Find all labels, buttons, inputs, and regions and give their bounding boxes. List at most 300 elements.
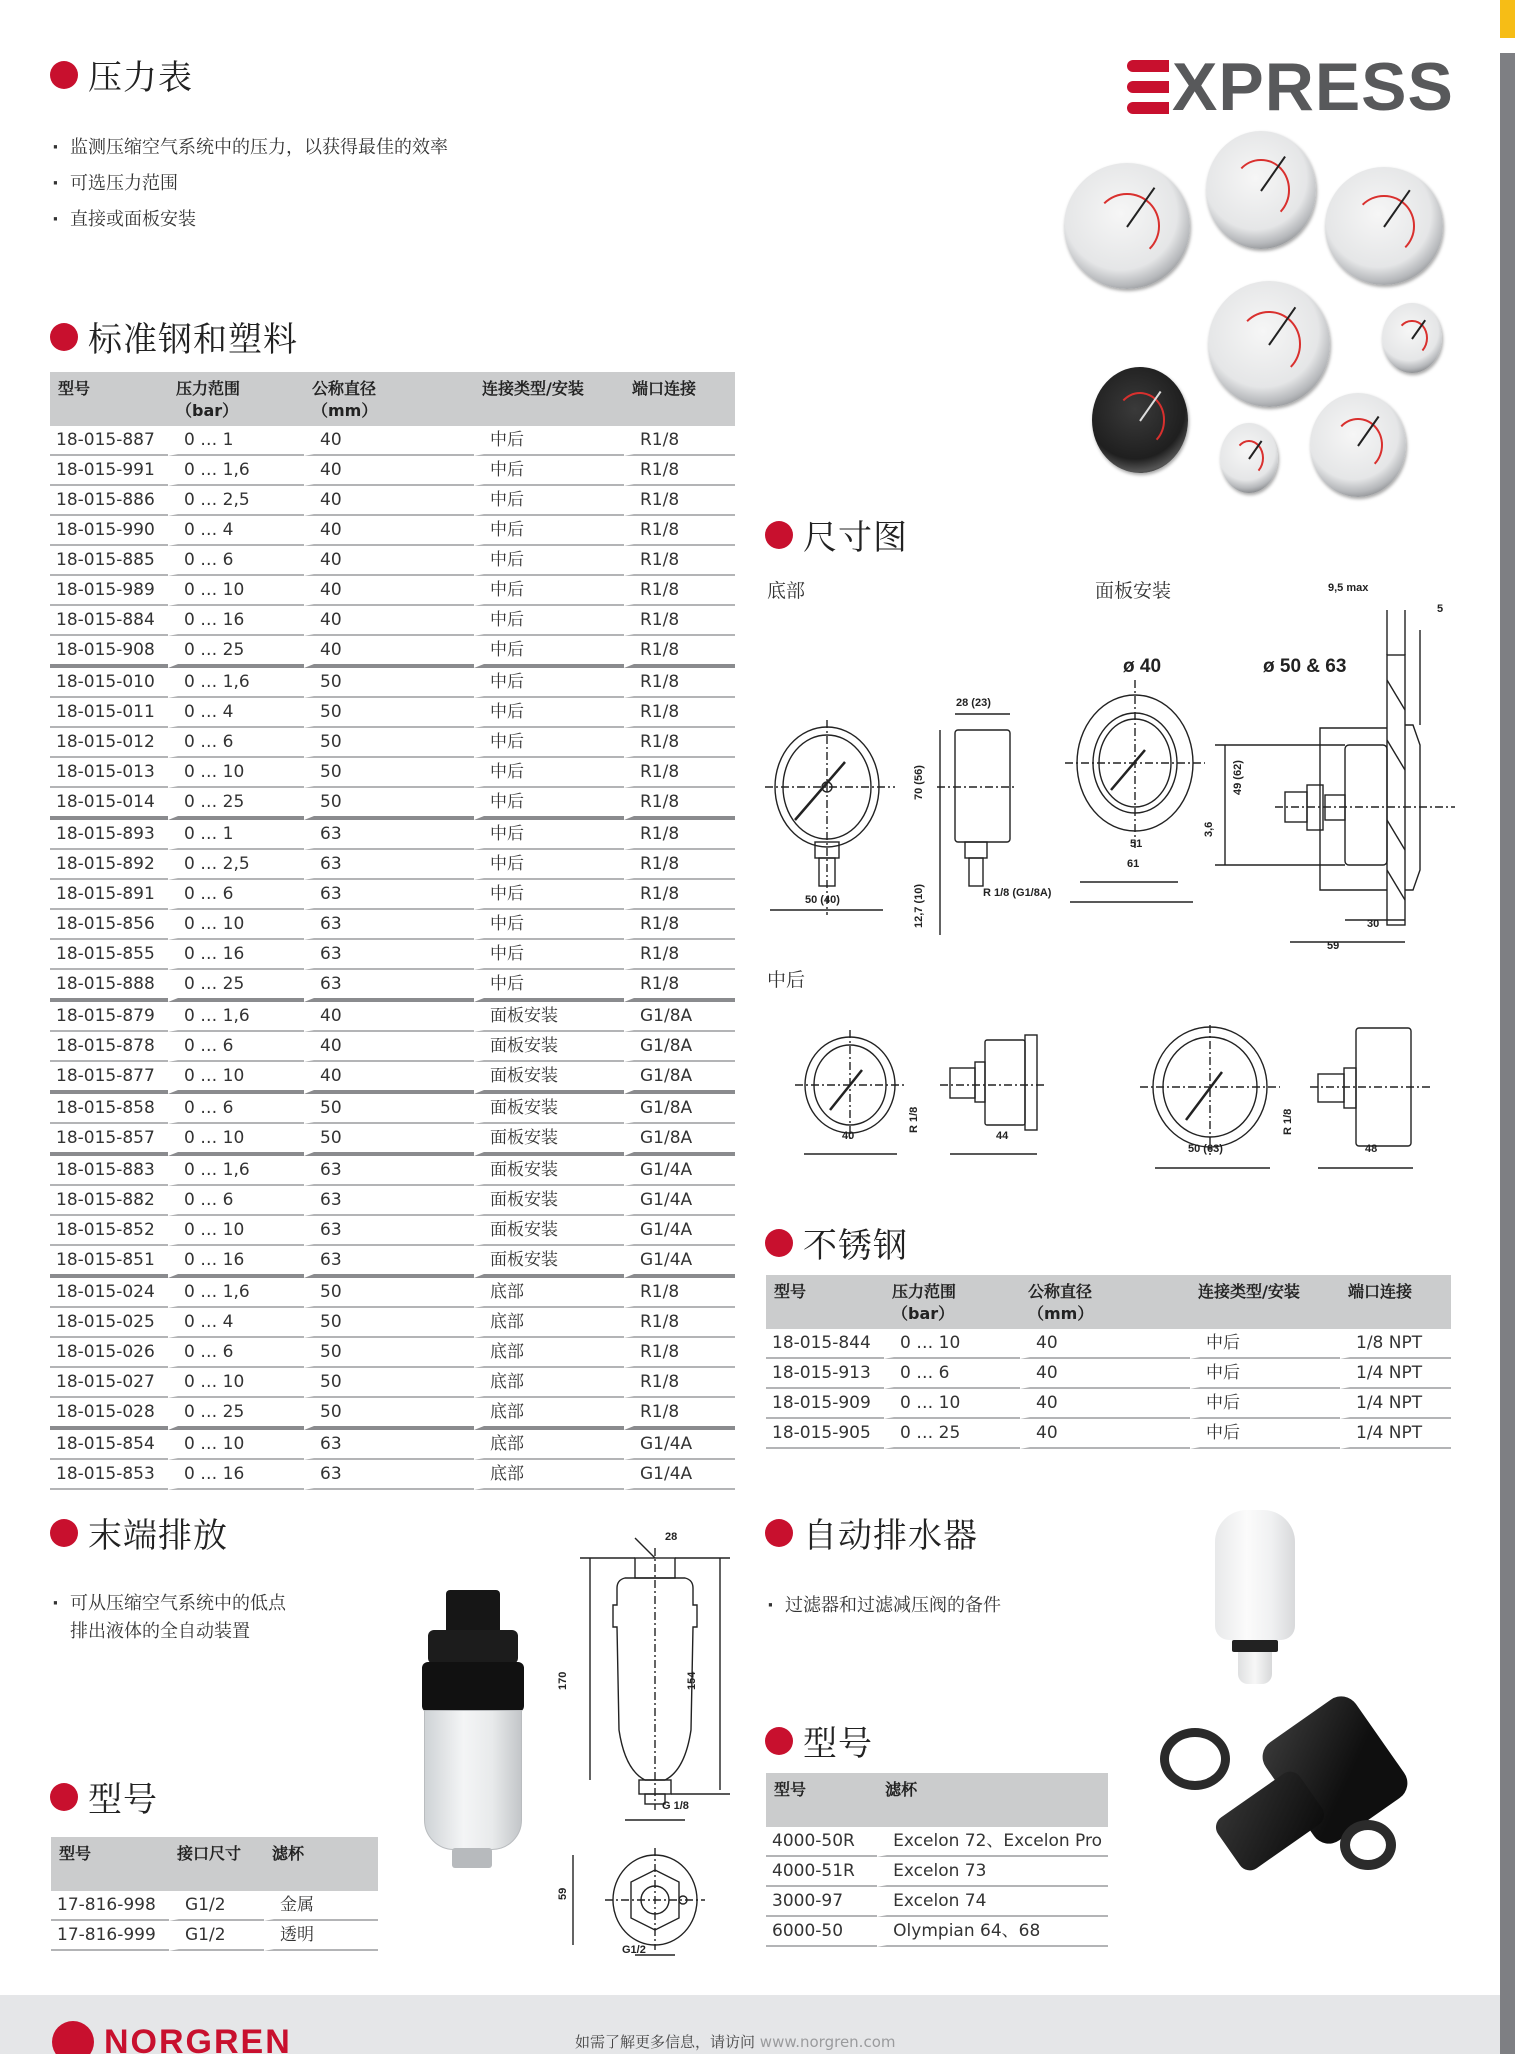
table-cell: 0 … 1,6 bbox=[168, 668, 304, 698]
bullet-dot-icon bbox=[50, 61, 78, 89]
label-bottom-mount: 底部 bbox=[767, 580, 806, 602]
gauge-image bbox=[1220, 423, 1278, 493]
table-cell: 50 bbox=[304, 698, 474, 728]
table-cell: 63 bbox=[304, 1246, 474, 1278]
table-cell: 1/4 NPT bbox=[1340, 1359, 1451, 1389]
table-cell: 中后 bbox=[1190, 1419, 1340, 1449]
table-cell: 中后 bbox=[474, 820, 624, 850]
dim-rear-d48: 48 bbox=[1365, 1143, 1378, 1155]
table-cell: 18-015-913 bbox=[766, 1359, 884, 1389]
dim-panel-fiftynine: 59 bbox=[1327, 940, 1340, 952]
header-diameter: 公称直径 （mm） bbox=[304, 372, 474, 426]
table-cell: 中后 bbox=[474, 728, 624, 758]
dim-bottom-thread: R 1/8 (G1/8A) bbox=[983, 887, 1052, 899]
gauge-image bbox=[1310, 393, 1406, 497]
header-model: 型号 bbox=[50, 372, 168, 426]
table-cell: 中后 bbox=[474, 456, 624, 486]
table-cell: 底部 bbox=[474, 1430, 624, 1460]
table-cell: R1/8 bbox=[624, 546, 735, 576]
table-row bbox=[50, 426, 735, 456]
table-cell: R1/8 bbox=[624, 850, 735, 880]
table-cell: 0 … 1,6 bbox=[168, 1278, 304, 1308]
table-cell: 0 … 6 bbox=[168, 1338, 304, 1368]
table-cell: 50 bbox=[304, 788, 474, 820]
table-cell: 18-015-025 bbox=[50, 1308, 168, 1338]
table-cell: 0 … 6 bbox=[884, 1359, 1020, 1389]
bullet-dot-icon bbox=[50, 1783, 78, 1811]
table-row bbox=[766, 1827, 1108, 1857]
table-cell: 63 bbox=[304, 1216, 474, 1246]
header-model: 型号 bbox=[766, 1275, 884, 1329]
table-cell: 底部 bbox=[474, 1460, 624, 1490]
table-row bbox=[766, 1359, 1451, 1389]
table-cell: 40 bbox=[1020, 1359, 1190, 1389]
feature-item: · 可选压力范围 bbox=[50, 166, 448, 202]
dim-59: 59 bbox=[557, 1887, 569, 1900]
end-drain-drawing bbox=[555, 1530, 755, 1960]
table-cell: 0 … 10 bbox=[168, 1124, 304, 1156]
table-cell: 50 bbox=[304, 1094, 474, 1124]
header-bowl: 滤杯 bbox=[264, 1837, 378, 1891]
table-cell: 0 … 10 bbox=[168, 1062, 304, 1094]
table-cell: R1/8 bbox=[624, 910, 735, 940]
table-cell: 63 bbox=[304, 1430, 474, 1460]
table-cell: R1/8 bbox=[624, 698, 735, 728]
table-cell: R1/8 bbox=[624, 1398, 735, 1430]
table-cell: 0 … 2,5 bbox=[168, 850, 304, 880]
table-cell: G1/2 bbox=[169, 1921, 264, 1951]
table-cell: 18-015-014 bbox=[50, 788, 168, 820]
table-cell: 0 … 25 bbox=[884, 1419, 1020, 1449]
table-cell: 面板安装 bbox=[474, 1032, 624, 1062]
table-cell: 50 bbox=[304, 1338, 474, 1368]
table-cell: R1/8 bbox=[624, 1368, 735, 1398]
table-row bbox=[766, 1389, 1451, 1419]
dim-rear-w50: 50 (63) bbox=[1188, 1143, 1223, 1155]
table-cell: 中后 bbox=[474, 516, 624, 546]
table-cell: 18-015-905 bbox=[766, 1419, 884, 1449]
table-row bbox=[50, 456, 735, 486]
table-cell: 18-015-879 bbox=[50, 1002, 168, 1032]
table-cell: 18-015-893 bbox=[50, 820, 168, 850]
table-cell: 18-015-884 bbox=[50, 606, 168, 636]
table-cell: R1/8 bbox=[624, 970, 735, 1002]
table-row bbox=[50, 636, 735, 668]
table-cell: 底部 bbox=[474, 1368, 624, 1398]
table-cell: 4000-51R bbox=[766, 1857, 877, 1887]
bottom-mount-drawing bbox=[765, 700, 1055, 960]
gauge-image bbox=[1325, 167, 1443, 285]
table-cell: 50 bbox=[304, 1368, 474, 1398]
table-cell: 18-015-853 bbox=[50, 1460, 168, 1490]
table-cell: 18-015-990 bbox=[50, 516, 168, 546]
label-rear-mount: 中后 bbox=[767, 969, 806, 991]
sidebar-accent-strip bbox=[1500, 0, 1515, 38]
table-row bbox=[50, 940, 735, 970]
table-cell: R1/8 bbox=[624, 820, 735, 850]
bullet-dot-icon bbox=[50, 1519, 78, 1547]
table-row bbox=[50, 546, 735, 576]
footer-website-link[interactable]: www.norgren.com bbox=[759, 2033, 896, 2051]
table-cell: R1/8 bbox=[624, 516, 735, 546]
table-cell: 50 bbox=[304, 758, 474, 788]
table-cell: 0 … 1,6 bbox=[168, 1156, 304, 1186]
gauge-image bbox=[1208, 281, 1330, 407]
header-model: 型号 bbox=[51, 1837, 169, 1891]
header-port: 端口连接 bbox=[624, 372, 735, 426]
table-cell: R1/8 bbox=[624, 456, 735, 486]
header-pressure: 压力范围 （bar） bbox=[884, 1275, 1020, 1329]
table-cell: G1/4A bbox=[624, 1186, 735, 1216]
section-title-pressure-gauges: 压力表 bbox=[50, 50, 193, 99]
gauge-image bbox=[1382, 303, 1442, 373]
auto-drain-white-photo bbox=[1210, 1510, 1300, 1685]
dim-bottom-depth: 28 (23) bbox=[956, 697, 991, 709]
table-cell: 40 bbox=[304, 1002, 474, 1032]
table-cell: 63 bbox=[304, 850, 474, 880]
table-cell: 18-015-011 bbox=[50, 698, 168, 728]
table-cell: 18-015-844 bbox=[766, 1329, 884, 1359]
table-cell: G1/8A bbox=[624, 1124, 735, 1156]
table-cell: 0 … 6 bbox=[168, 880, 304, 910]
table-cell: 40 bbox=[1020, 1419, 1190, 1449]
table-row bbox=[50, 516, 735, 546]
table-cell: 中后 bbox=[474, 940, 624, 970]
table-cell: 0 … 6 bbox=[168, 546, 304, 576]
table-cell: 面板安装 bbox=[474, 1002, 624, 1032]
section-title-auto-drain-models: 型号 bbox=[765, 1716, 873, 1765]
table-cell: 中后 bbox=[474, 606, 624, 636]
end-drain-features bbox=[50, 1590, 286, 1646]
table-cell: 63 bbox=[304, 1460, 474, 1490]
table-cell: 50 bbox=[304, 1124, 474, 1156]
table-cell: 63 bbox=[304, 970, 474, 1002]
table-cell: G1/8A bbox=[624, 1094, 735, 1124]
table-cell: 40 bbox=[1020, 1389, 1190, 1419]
table-cell: 40 bbox=[304, 486, 474, 516]
express-logo: XPRESS bbox=[1127, 48, 1454, 126]
auto-drain-black-photo bbox=[1160, 1680, 1460, 1880]
table-cell: 40 bbox=[304, 546, 474, 576]
table-cell: 40 bbox=[304, 576, 474, 606]
gauge-image bbox=[1092, 367, 1188, 473]
norgren-globe-icon bbox=[52, 2021, 94, 2054]
table-cell: 0 … 6 bbox=[168, 1186, 304, 1216]
table-cell: 50 bbox=[304, 1398, 474, 1430]
table-cell: G1/2 bbox=[169, 1891, 264, 1921]
table-cell: R1/8 bbox=[624, 606, 735, 636]
table-cell: 18-015-989 bbox=[50, 576, 168, 606]
table-cell: R1/8 bbox=[624, 668, 735, 698]
table-cell: 面板安装 bbox=[474, 1062, 624, 1094]
bullet-dot-icon bbox=[765, 1519, 793, 1547]
table-cell: 63 bbox=[304, 820, 474, 850]
table-cell: R1/8 bbox=[624, 1278, 735, 1308]
norgren-logo: NORGREN bbox=[52, 2021, 292, 2054]
table-cell: 0 … 25 bbox=[168, 970, 304, 1002]
table-cell: 中后 bbox=[1190, 1359, 1340, 1389]
table-cell: 0 … 6 bbox=[168, 1094, 304, 1124]
table-cell: Olympian 64、68 bbox=[877, 1917, 1108, 1947]
standard-gauge-table bbox=[50, 372, 735, 1490]
table-cell: 0 … 10 bbox=[884, 1389, 1020, 1419]
table-cell: 0 … 25 bbox=[168, 636, 304, 668]
table-cell: 中后 bbox=[474, 546, 624, 576]
table-cell: R1/8 bbox=[624, 758, 735, 788]
table-cell: 面板安装 bbox=[474, 1246, 624, 1278]
bullet-dot-icon bbox=[765, 1229, 793, 1257]
table-cell: 18-015-888 bbox=[50, 970, 168, 1002]
table-cell: 底部 bbox=[474, 1338, 624, 1368]
table-row bbox=[50, 1094, 735, 1124]
table-cell: 63 bbox=[304, 910, 474, 940]
table-cell: 6000-50 bbox=[766, 1917, 877, 1947]
table-cell: 4000-50R bbox=[766, 1827, 877, 1857]
table-cell: 18-015-878 bbox=[50, 1032, 168, 1062]
table-row bbox=[50, 1278, 735, 1308]
table-cell: 面板安装 bbox=[474, 1156, 624, 1186]
header-pressure: 压力范围 （bar） bbox=[168, 372, 304, 426]
table-cell: 透明 bbox=[264, 1921, 378, 1951]
table-row bbox=[766, 1857, 1108, 1887]
table-cell: 中后 bbox=[474, 970, 624, 1002]
header-port: 端口连接 bbox=[1340, 1275, 1451, 1329]
feature-item: · 监测压缩空气系统中的压力，以获得最佳的效率 bbox=[50, 130, 448, 166]
table-cell: 0 … 10 bbox=[168, 910, 304, 940]
table-cell: 17-816-998 bbox=[51, 1891, 169, 1921]
table-row bbox=[50, 1186, 735, 1216]
table-cell: 40 bbox=[1020, 1329, 1190, 1359]
table-cell: 0 … 2,5 bbox=[168, 486, 304, 516]
section-title-standard: 标准钢和塑料 bbox=[50, 312, 298, 361]
table-cell: 0 … 1 bbox=[168, 820, 304, 850]
table-cell: 中后 bbox=[474, 880, 624, 910]
table-cell: 18-015-991 bbox=[50, 456, 168, 486]
table-cell: 0 … 1 bbox=[168, 426, 304, 456]
table-header-row bbox=[766, 1773, 1108, 1827]
table-row bbox=[50, 758, 735, 788]
table-cell: 中后 bbox=[474, 426, 624, 456]
table-cell: G1/4A bbox=[624, 1430, 735, 1460]
table-row bbox=[50, 1430, 735, 1460]
table-cell: 18-015-026 bbox=[50, 1338, 168, 1368]
table-cell: 0 … 4 bbox=[168, 698, 304, 728]
table-row bbox=[50, 1308, 735, 1338]
table-cell: 40 bbox=[304, 1062, 474, 1094]
table-cell: 18-015-909 bbox=[766, 1389, 884, 1419]
table-row bbox=[766, 1419, 1451, 1449]
dim-rear-d44: 44 bbox=[996, 1130, 1009, 1142]
table-cell: 63 bbox=[304, 1156, 474, 1186]
table-cell: 17-816-999 bbox=[51, 1921, 169, 1951]
table-cell: 1/4 NPT bbox=[1340, 1419, 1451, 1449]
table-cell: 18-015-883 bbox=[50, 1156, 168, 1186]
table-cell: G1/4A bbox=[624, 1216, 735, 1246]
table-cell: 18-015-854 bbox=[50, 1430, 168, 1460]
header-bowl: 滤杯 bbox=[877, 1773, 1108, 1827]
table-row bbox=[50, 1368, 735, 1398]
table-cell: 0 … 1,6 bbox=[168, 456, 304, 486]
table-cell: 18-015-856 bbox=[50, 910, 168, 940]
rear-mount-drawing bbox=[790, 1030, 1490, 1170]
table-cell: G1/8A bbox=[624, 1032, 735, 1062]
table-cell: 18-015-858 bbox=[50, 1094, 168, 1124]
table-cell: G1/4A bbox=[624, 1460, 735, 1490]
table-cell: 0 … 6 bbox=[168, 1032, 304, 1062]
table-cell: 18-015-857 bbox=[50, 1124, 168, 1156]
table-row bbox=[50, 1338, 735, 1368]
pressure-gauge-features bbox=[50, 130, 448, 238]
table-cell: 底部 bbox=[474, 1278, 624, 1308]
table-cell: 1/4 NPT bbox=[1340, 1389, 1451, 1419]
table-cell: 40 bbox=[304, 456, 474, 486]
table-cell: Excelon 74 bbox=[877, 1887, 1108, 1917]
table-header-row bbox=[50, 372, 735, 426]
section-title-end-drain-models: 型号 bbox=[50, 1772, 158, 1821]
dim-panel-d50-63: ø 50 & 63 bbox=[1263, 656, 1347, 677]
table-cell: 18-015-028 bbox=[50, 1398, 168, 1430]
table-row bbox=[50, 850, 735, 880]
dim-rear-thread1: R 1/8 bbox=[908, 1106, 920, 1133]
table-cell: 50 bbox=[304, 1308, 474, 1338]
table-cell: 40 bbox=[304, 516, 474, 546]
end-drain-photo bbox=[418, 1590, 528, 1870]
dim-bottom-height: 70 (56) bbox=[913, 765, 925, 800]
table-cell: 50 bbox=[304, 668, 474, 698]
table-cell: 0 … 6 bbox=[168, 728, 304, 758]
table-cell: R1/8 bbox=[624, 940, 735, 970]
gauge-image bbox=[1064, 163, 1190, 289]
stainless-gauge-table bbox=[766, 1275, 1451, 1449]
table-row bbox=[50, 1124, 735, 1156]
table-row bbox=[766, 1329, 1451, 1359]
table-row bbox=[50, 910, 735, 940]
table-cell: 18-015-012 bbox=[50, 728, 168, 758]
table-cell: 0 … 10 bbox=[168, 1368, 304, 1398]
table-cell: 18-015-852 bbox=[50, 1216, 168, 1246]
table-cell: 中后 bbox=[474, 576, 624, 606]
bullet-dot-icon bbox=[765, 1727, 793, 1755]
table-cell: 50 bbox=[304, 1278, 474, 1308]
sidebar-strip bbox=[1500, 53, 1515, 2054]
table-row bbox=[50, 1398, 735, 1430]
table-cell: 面板安装 bbox=[474, 1186, 624, 1216]
header-mount: 连接类型/安装 bbox=[1190, 1275, 1340, 1329]
table-cell: 中后 bbox=[474, 636, 624, 668]
auto-drain-table bbox=[766, 1773, 1108, 1947]
bullet-dot-icon bbox=[765, 521, 793, 549]
table-row bbox=[50, 698, 735, 728]
table-cell: 18-015-851 bbox=[50, 1246, 168, 1278]
table-cell: 18-015-855 bbox=[50, 940, 168, 970]
table-cell: 0 … 25 bbox=[168, 788, 304, 820]
table-cell: 18-015-013 bbox=[50, 758, 168, 788]
table-cell: 中后 bbox=[474, 486, 624, 516]
dim-panel-inner: 51 bbox=[1130, 838, 1143, 850]
table-cell: G1/8A bbox=[624, 1062, 735, 1094]
table-cell: 0 … 4 bbox=[168, 516, 304, 546]
table-cell: 0 … 4 bbox=[168, 1308, 304, 1338]
dim-bottom-stem: 12,7 (10) bbox=[913, 883, 925, 928]
table-cell: 0 … 1,6 bbox=[168, 1002, 304, 1032]
dim-rear-thread2: R 1/8 bbox=[1282, 1108, 1294, 1135]
table-cell: R1/8 bbox=[624, 426, 735, 456]
table-cell: 18-015-877 bbox=[50, 1062, 168, 1094]
header-mount: 连接类型/安装 bbox=[474, 372, 624, 426]
label-panel-mount: 面板安装 bbox=[1095, 580, 1172, 602]
dim-panel-outer: 61 bbox=[1127, 858, 1140, 870]
table-cell: G1/4A bbox=[624, 1156, 735, 1186]
dim-height-154: 154 bbox=[686, 1671, 698, 1690]
table-cell: R1/8 bbox=[624, 486, 735, 516]
table-cell: 面板安装 bbox=[474, 1094, 624, 1124]
dim-panel-max: 9,5 max bbox=[1328, 582, 1369, 594]
header-port: 接口尺寸 bbox=[169, 1837, 264, 1891]
table-header-row bbox=[766, 1275, 1451, 1329]
dim-panel-height: 49 (62) bbox=[1232, 760, 1244, 795]
dim-panel-hole: 3,6 bbox=[1203, 821, 1215, 837]
table-cell: 40 bbox=[304, 1032, 474, 1062]
table-cell: 18-015-027 bbox=[50, 1368, 168, 1398]
table-cell: 63 bbox=[304, 880, 474, 910]
table-cell: 金属 bbox=[264, 1891, 378, 1921]
dim-wrench: 28 bbox=[665, 1531, 678, 1543]
table-row bbox=[50, 1216, 735, 1246]
section-title-auto-drain: 自动排水器 bbox=[765, 1508, 978, 1557]
table-cell: 18-015-010 bbox=[50, 668, 168, 698]
table-cell: 中后 bbox=[474, 910, 624, 940]
table-row bbox=[51, 1921, 378, 1951]
header-model: 型号 bbox=[766, 1773, 877, 1827]
table-row bbox=[50, 728, 735, 758]
table-cell: 0 … 16 bbox=[168, 1246, 304, 1278]
table-cell: 中后 bbox=[474, 788, 624, 820]
table-cell: 40 bbox=[304, 636, 474, 668]
table-row bbox=[50, 576, 735, 606]
table-cell: 3000-97 bbox=[766, 1887, 877, 1917]
table-cell: 面板安装 bbox=[474, 1124, 624, 1156]
table-cell: 中后 bbox=[474, 850, 624, 880]
pressure-gauges-photo bbox=[1060, 125, 1460, 505]
table-cell: R1/8 bbox=[624, 880, 735, 910]
table-cell: R1/8 bbox=[624, 788, 735, 820]
table-row bbox=[50, 1460, 735, 1490]
table-cell: R1/8 bbox=[624, 728, 735, 758]
table-row bbox=[50, 486, 735, 516]
table-cell: R1/8 bbox=[624, 576, 735, 606]
table-cell: 底部 bbox=[474, 1308, 624, 1338]
section-title-dimensions: 尺寸图 bbox=[765, 510, 908, 559]
table-row bbox=[50, 1246, 735, 1278]
table-cell: 18-015-891 bbox=[50, 880, 168, 910]
table-row bbox=[50, 606, 735, 636]
table-cell: 1/8 NPT bbox=[1340, 1329, 1451, 1359]
table-cell: 面板安装 bbox=[474, 1216, 624, 1246]
feature-item: · 过滤器和过滤减压阀的备件 bbox=[765, 1588, 1001, 1624]
table-row bbox=[50, 820, 735, 850]
table-cell: 中后 bbox=[1190, 1329, 1340, 1359]
table-cell: 0 … 16 bbox=[168, 606, 304, 636]
table-cell: 40 bbox=[304, 606, 474, 636]
dim-rear-w40: 40 bbox=[842, 1130, 855, 1142]
table-row bbox=[766, 1887, 1108, 1917]
table-cell: 50 bbox=[304, 728, 474, 758]
dim-height-170: 170 bbox=[557, 1671, 569, 1690]
table-cell: 0 … 16 bbox=[168, 940, 304, 970]
table-cell: 63 bbox=[304, 940, 474, 970]
table-cell: 63 bbox=[304, 1186, 474, 1216]
feature-item: · 直接或面板安装 bbox=[50, 202, 448, 238]
